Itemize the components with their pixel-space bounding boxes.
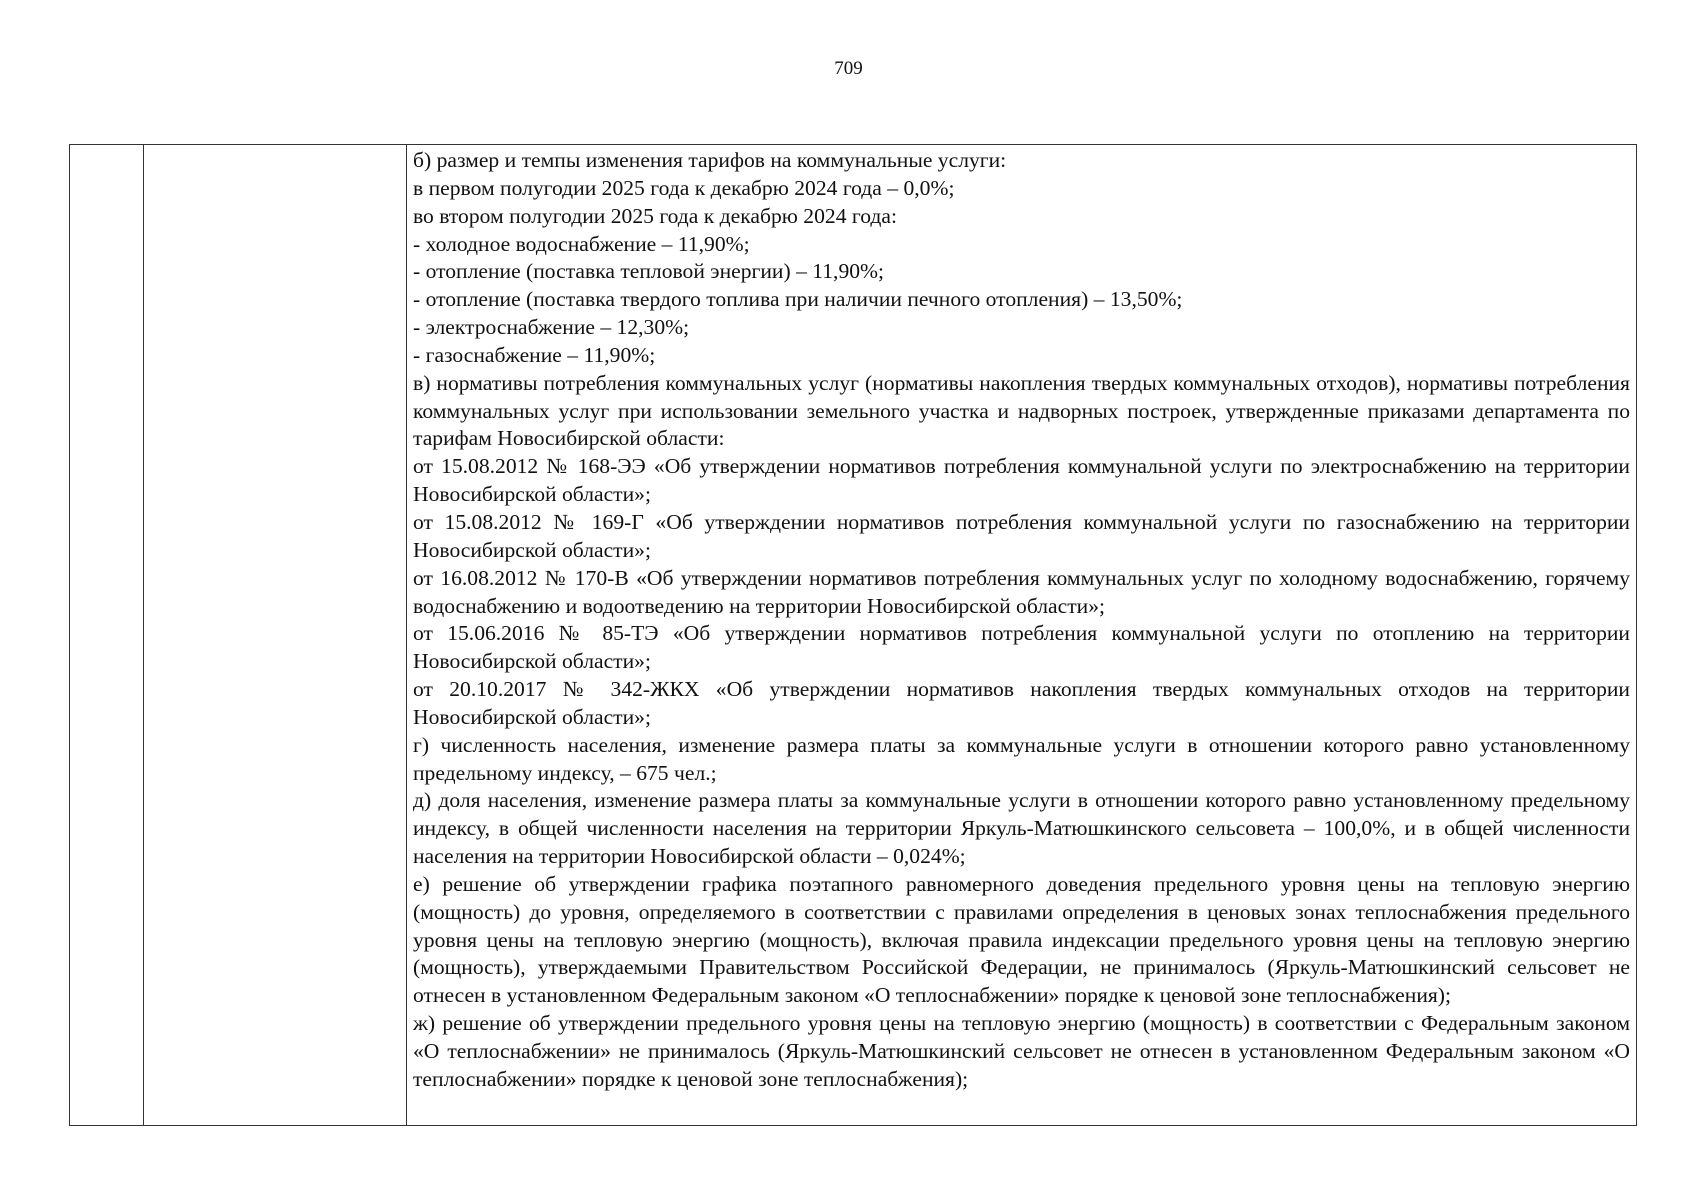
paragraph-population: г) численность населения, изменение размера платы за коммунальные услуги в отношении которого равно установленному предельному индексу, – 675 чел.; (413, 732, 1630, 785)
list-item-electricity: - электроснабжение – 12,30%; (413, 315, 690, 340)
paragraph-order-169: от 15.08.2012 № 169-Г «Об утверждении нормативов потребления коммунальной услуги по газоснабжению на территории Новосибирской области»; (413, 509, 1630, 562)
paragraph-population-share: д) доля населения, изменение размера платы за коммунальные услуги в отношении которого равно установленному предельному индексу, в общей численности населения на территории Яркуль-Матюшкинского сельсовета – 100,0%, и в общей численности населения на территории Новосибирской области – 0,024%; (413, 788, 1630, 869)
table-cell-name (144, 145, 407, 1126)
paragraph-first-half: в первом полугодии 2025 года к декабрю 2024 года – 0,0%; (413, 175, 955, 200)
paragraph-consumption-norms: в) нормативы потребления коммунальных услуг (нормативы накопления твердых коммунальных отходов), нормативы потребления коммунальных услуг при использовании земельного участка и надворных построек, утвержденные приказами департамента по тарифам Новосибирской области: (413, 370, 1630, 451)
table-row (70, 145, 1637, 1126)
list-item-cold-water: - холодное водоснабжение – 11,90%; (413, 231, 750, 256)
paragraph-second-half: во втором полугодии 2025 года к декабрю 2024 года: (413, 203, 897, 228)
list-item-solid-fuel: - отопление (поставка твердого топлива при наличии печного отопления) – 13,50%; (413, 287, 1183, 312)
page-number: 709 (834, 58, 863, 79)
table-cell-number (70, 145, 144, 1126)
paragraph-order-85: от 15.06.2016 № 85-ТЭ «Об утверждении нормативов потребления коммунальной услуги по отоплению на территории Новосибирской области»; (413, 621, 1630, 674)
paragraph-order-170: от 16.08.2012 № 170-В «Об утверждении нормативов потребления коммунальных услуг по холодному водоснабжению, горячему водоснабжению и водоотведению на территории Новосибирской области»; (413, 565, 1630, 618)
table-cell-content (407, 145, 1637, 1126)
paragraph-order-342: от 20.10.2017 № 342-ЖКХ «Об утверждении нормативов накопления твердых коммунальных отходов на территории Новосибирской области»; (413, 677, 1630, 729)
list-item-gas: - газоснабжение – 11,90%; (413, 342, 656, 367)
paragraph-heat-price-limit: ж) решение об утверждении предельного уровня цены на тепловую энергию (мощность) в соответствии с Федеральным законом «О теплоснабжении» не принималось (Яркуль-Матюшкинский сельсовет не отнесен в установленном Федеральным законом «О теплоснабжении» порядке к ценовой зоне теплоснабжения); (413, 1011, 1630, 1091)
paragraph-tariffs-heading: б) размер и темпы изменения тарифов на коммунальные услуги: (413, 148, 1007, 172)
document-table (69, 144, 1637, 1126)
paragraph-order-168: от 15.08.2012 № 168-ЭЭ «Об утверждении нормативов потребления коммунальной услуги по электроснабжению на территории Новосибирской области»; (413, 454, 1630, 507)
paragraph-heat-price-schedule: е) решение об утверждении графика поэтапного равномерного доведения предельного уровня цены на тепловую энергию (мощность) до уровня, определяемого в соответствии с правилами определения в ценовых зонах теплоснабжения предельного уровня цены на тепловую энергию (мощность), включая правила индексации предельного уровня цены на тепловую энергию (мощность), утверждаемыми Правительством Российской Федерации, не принималось (Яркуль-Матюшкинский сельсовет не отнесен в установленном Федеральным законом «О теплоснабжении» порядке к ценовой зоне теплоснабжения); (413, 871, 1630, 1008)
list-item-heating: - отопление (поставка тепловой энергии) – 11,90%; (413, 259, 885, 284)
